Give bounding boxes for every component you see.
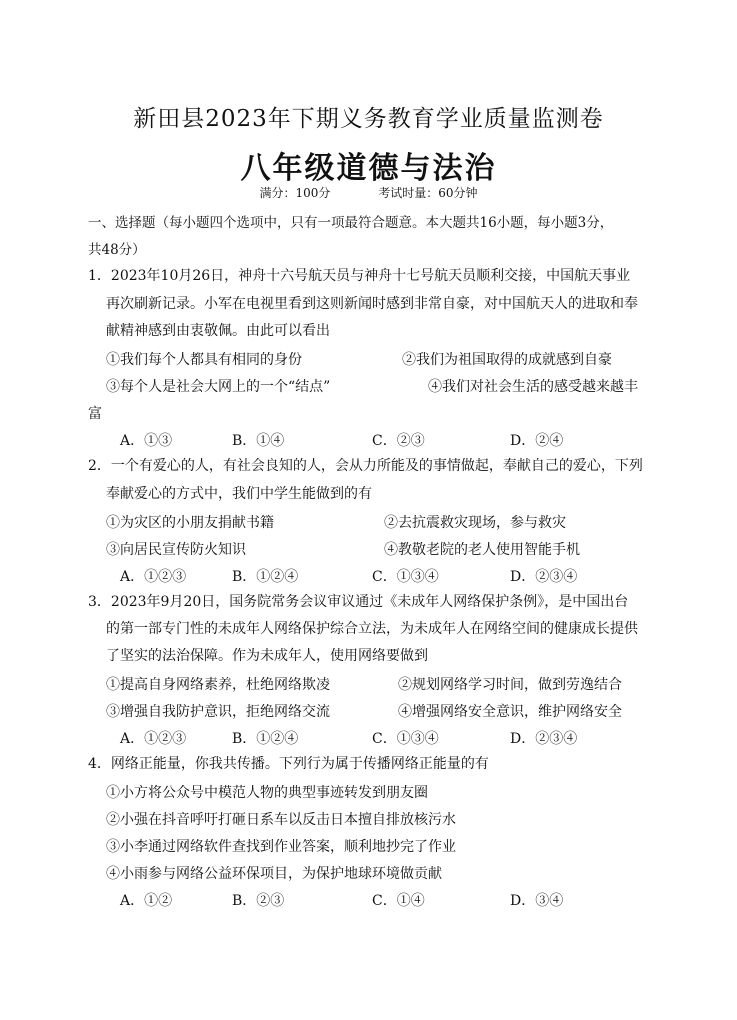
q3-choice-b[interactable]: B．①②④: [232, 731, 299, 747]
q3-statement-4: ④增强网络安全意识，维护网络安全: [398, 704, 622, 720]
q3-choice-d[interactable]: D．②③④: [510, 731, 578, 747]
q3-choice-c[interactable]: C．①③④: [372, 731, 439, 747]
q1-stem-line1: 1．2023年10月26日，神舟十六号航天员与神舟十七号航天员顺利交接，中国航天事业: [88, 268, 631, 284]
q2-choice-c[interactable]: C．①③④: [372, 569, 439, 585]
section-heading-line2: 共48分）: [88, 242, 146, 258]
q4-stem-line1: 4．网络正能量，你我共传播。下列行为属于传播网络正能量的有: [88, 756, 489, 772]
q2-stem-line1: 2．一个有爱心的人，有社会良知的人，会从力所能及的事情做起，奉献自己的爱心，下列: [88, 458, 643, 474]
q2-stem-line2: 奉献爱心的方式中，我们中学生能做到的有: [106, 486, 372, 502]
q1-stem-line2: 再次刷新记录。小军在电视里看到这则新闻时感到非常自豪，对中国航天人的进取和奉: [106, 296, 638, 312]
q4-statement-1: ①小方将公众号中模范人物的典型事迹转发到朋友圈: [106, 785, 428, 801]
q3-statement-3: ③增强自我防护意识，拒绝网络交流: [106, 704, 330, 720]
q3-statement-2: ②规划网络学习时间，做到劳逸结合: [398, 677, 622, 693]
q4-statement-4: ④小雨参与网络公益环保项目，为保护地球环境做贡献: [106, 866, 442, 882]
q4-choice-a[interactable]: A．①②: [120, 893, 173, 909]
exam-info: [0, 184, 737, 201]
q1-choice-c[interactable]: C．②③: [372, 433, 425, 449]
q1-statement-2: ②我们为祖国取得的成就感到自豪: [402, 352, 612, 368]
q1-choice-d[interactable]: D．②④: [510, 433, 564, 449]
q3-choice-a[interactable]: A．①②③: [120, 731, 187, 747]
q3-stem-line1: 3．2023年9月20日，国务院常务会议审议通过《未成年人网络保护条例》，是中国出台: [88, 594, 629, 610]
q3-stem-line3: 了坚实的法治保障。作为未成年人，使用网络要做到: [106, 648, 428, 664]
q1-statement-4-wrap: 富: [88, 406, 102, 422]
q1-stem-line3: 献精神感到由衷敬佩。由此可以看出: [106, 323, 330, 339]
q2-statement-4: ④教敬老院的老人使用智能手机: [384, 542, 580, 558]
q4-statement-2: ②小强在抖音呼吁打砸日系车以反击日本擅自排放核污水: [106, 812, 456, 828]
q4-choice-d[interactable]: D．③④: [510, 893, 564, 909]
q4-choice-c[interactable]: C．①④: [372, 893, 425, 909]
q1-statement-4: ④我们对社会生活的感受越来越丰: [428, 379, 638, 395]
time-limit: 考试时量：60分钟: [378, 186, 478, 200]
subject-title: 八年级道德与法治: [240, 151, 497, 186]
section-heading-line1: 一、选择题（每小题四个选项中，只有一项最符合题意。本大题共16小题，每小题3分，: [88, 215, 614, 231]
q1-choice-a[interactable]: A．①③: [120, 433, 173, 449]
q2-statement-1: ①为灾区的小朋友捐献书籍: [106, 515, 274, 531]
q3-statement-1: ①提高自身网络素养，杜绝网络欺凌: [106, 677, 330, 693]
q2-choice-b[interactable]: B．①②④: [232, 569, 299, 585]
q2-choice-a[interactable]: A．①②③: [120, 569, 187, 585]
q1-statement-3: ③每个人是社会大网上的一个“结点”: [106, 379, 331, 395]
q4-statement-3: ③小李通过网络软件查找到作业答案，顺利地抄完了作业: [106, 839, 456, 855]
full-score: 满分：100分: [259, 186, 331, 200]
q4-choice-b[interactable]: B．②③: [232, 893, 285, 909]
q3-stem-line2: 的第一部专门性的未成年人网络保护综合立法，为未成年人在网络空间的健康成长提供: [106, 621, 638, 637]
q2-choice-d[interactable]: D．②③④: [510, 569, 578, 585]
q2-statement-2: ②去抗震救灾现场，参与救灾: [384, 515, 566, 531]
exam-title: 新田县2023年下期义务教育学业质量监测卷: [133, 106, 604, 132]
q1-choice-b[interactable]: B．①④: [232, 433, 285, 449]
q1-statement-1: ①我们每个人都具有相同的身份: [106, 352, 302, 368]
q2-statement-3: ③向居民宣传防火知识: [106, 542, 246, 558]
